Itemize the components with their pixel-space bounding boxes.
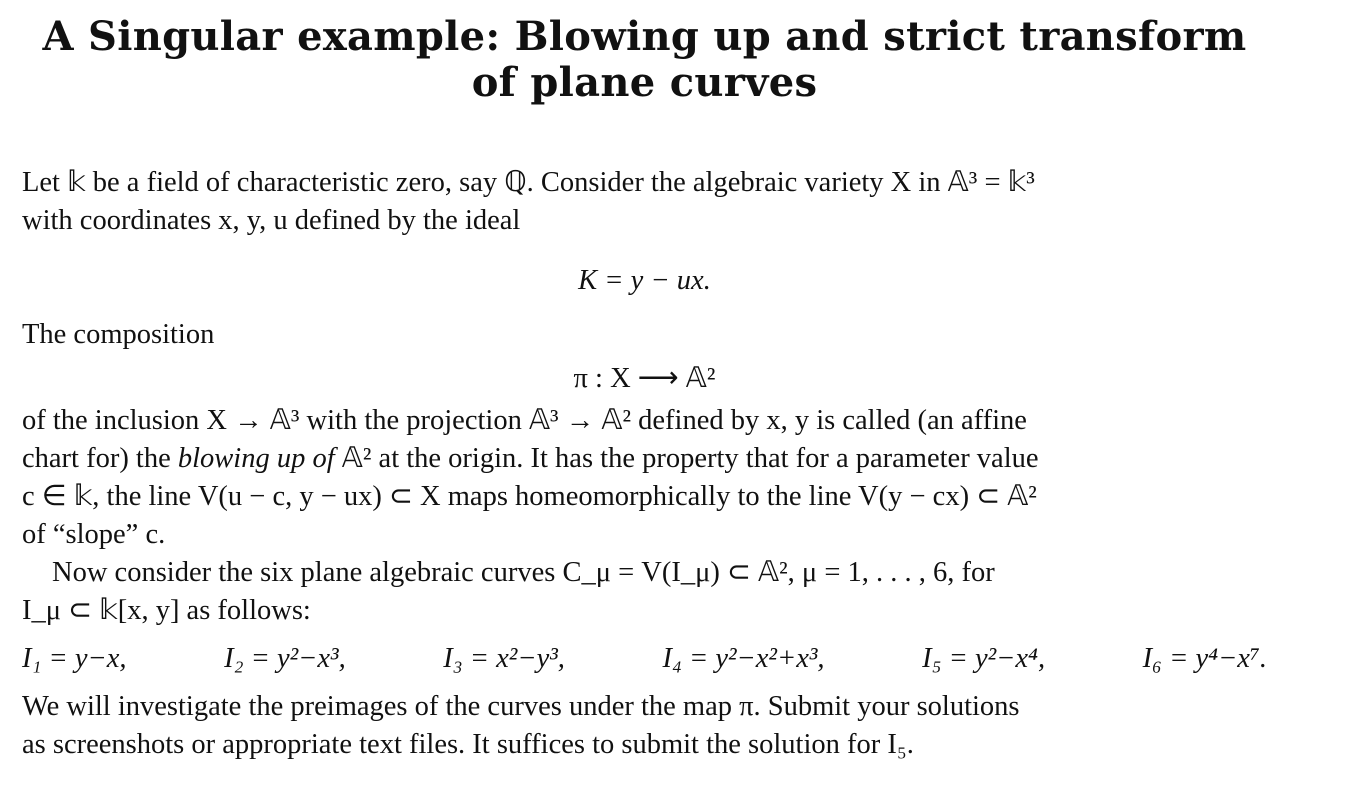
ideal-i3: I₃ = x²−y³, (443, 643, 565, 674)
equation-pi: π : X ⟶ 𝔸² (573, 363, 716, 394)
blowup-line-3: c ∈ 𝕜, the line V(u − c, y − ux) ⊂ X maps homeomorphically to the line V(y − cx) ⊂ 𝔸² (22, 481, 1037, 512)
curves-line-2: I_μ ⊂ 𝕜[x, y] as follows: (22, 595, 311, 626)
document-title (22, 14, 1267, 106)
ideals-list (22, 640, 1267, 678)
ideal-i4: I₄ = y²−x²+x³, (662, 643, 825, 674)
blowup-line-2-pre: chart for) the (22, 443, 178, 474)
composition-label: The composition (22, 319, 215, 350)
ideal-i5: I₅ = y²−x⁴, (922, 643, 1046, 674)
intro-line-1: Let 𝕜 be a field of characteristic zero, say ℚ. Consider the algebraic variety X in 𝔸³ = 𝕜³ (22, 167, 1035, 198)
blowup-line-2-post: 𝔸² at the origin. It has the property that for a parameter value (334, 443, 1039, 474)
ideal-i6: I₆ = y⁴−x⁷. (1142, 643, 1267, 674)
ideal-i2: I₂ = y²−x³, (224, 643, 346, 674)
curves-line-1: Now consider the six plane algebraic curves C_μ = V(I_μ) ⊂ 𝔸², μ = 1, . . . , 6, for (52, 557, 995, 588)
blowup-line-1: of the inclusion X → 𝔸³ with the projection 𝔸³ → 𝔸² defined by x, y is called (an affine (22, 405, 1027, 436)
blowup-line-2 (22, 440, 1267, 478)
paragraph-blowup (22, 402, 1267, 554)
blowup-line-4: of “slope” c. (22, 519, 166, 550)
title-line-2: of plane curves (471, 59, 818, 106)
title-line-1: A Singular example: Blowing up and strict transform (42, 13, 1247, 60)
task-line-1: We will investigate the preimages of the curves under the map π. Submit your solutions (22, 691, 1020, 722)
document-page (22, 14, 1267, 764)
intro-line-2: with coordinates x, y, u defined by the ideal (22, 205, 521, 236)
paragraph-task (22, 688, 1267, 764)
ideal-i1: I₁ = y−x, (22, 643, 127, 674)
task-line-2: as screenshots or appropriate text files. It suffices to submit the solution for I₅. (22, 729, 914, 760)
paragraph-curves (22, 554, 1267, 630)
equation-k: K = y − ux. (578, 265, 711, 296)
paragraph-intro (22, 164, 1267, 240)
blowup-term: blowing up of (177, 443, 335, 474)
